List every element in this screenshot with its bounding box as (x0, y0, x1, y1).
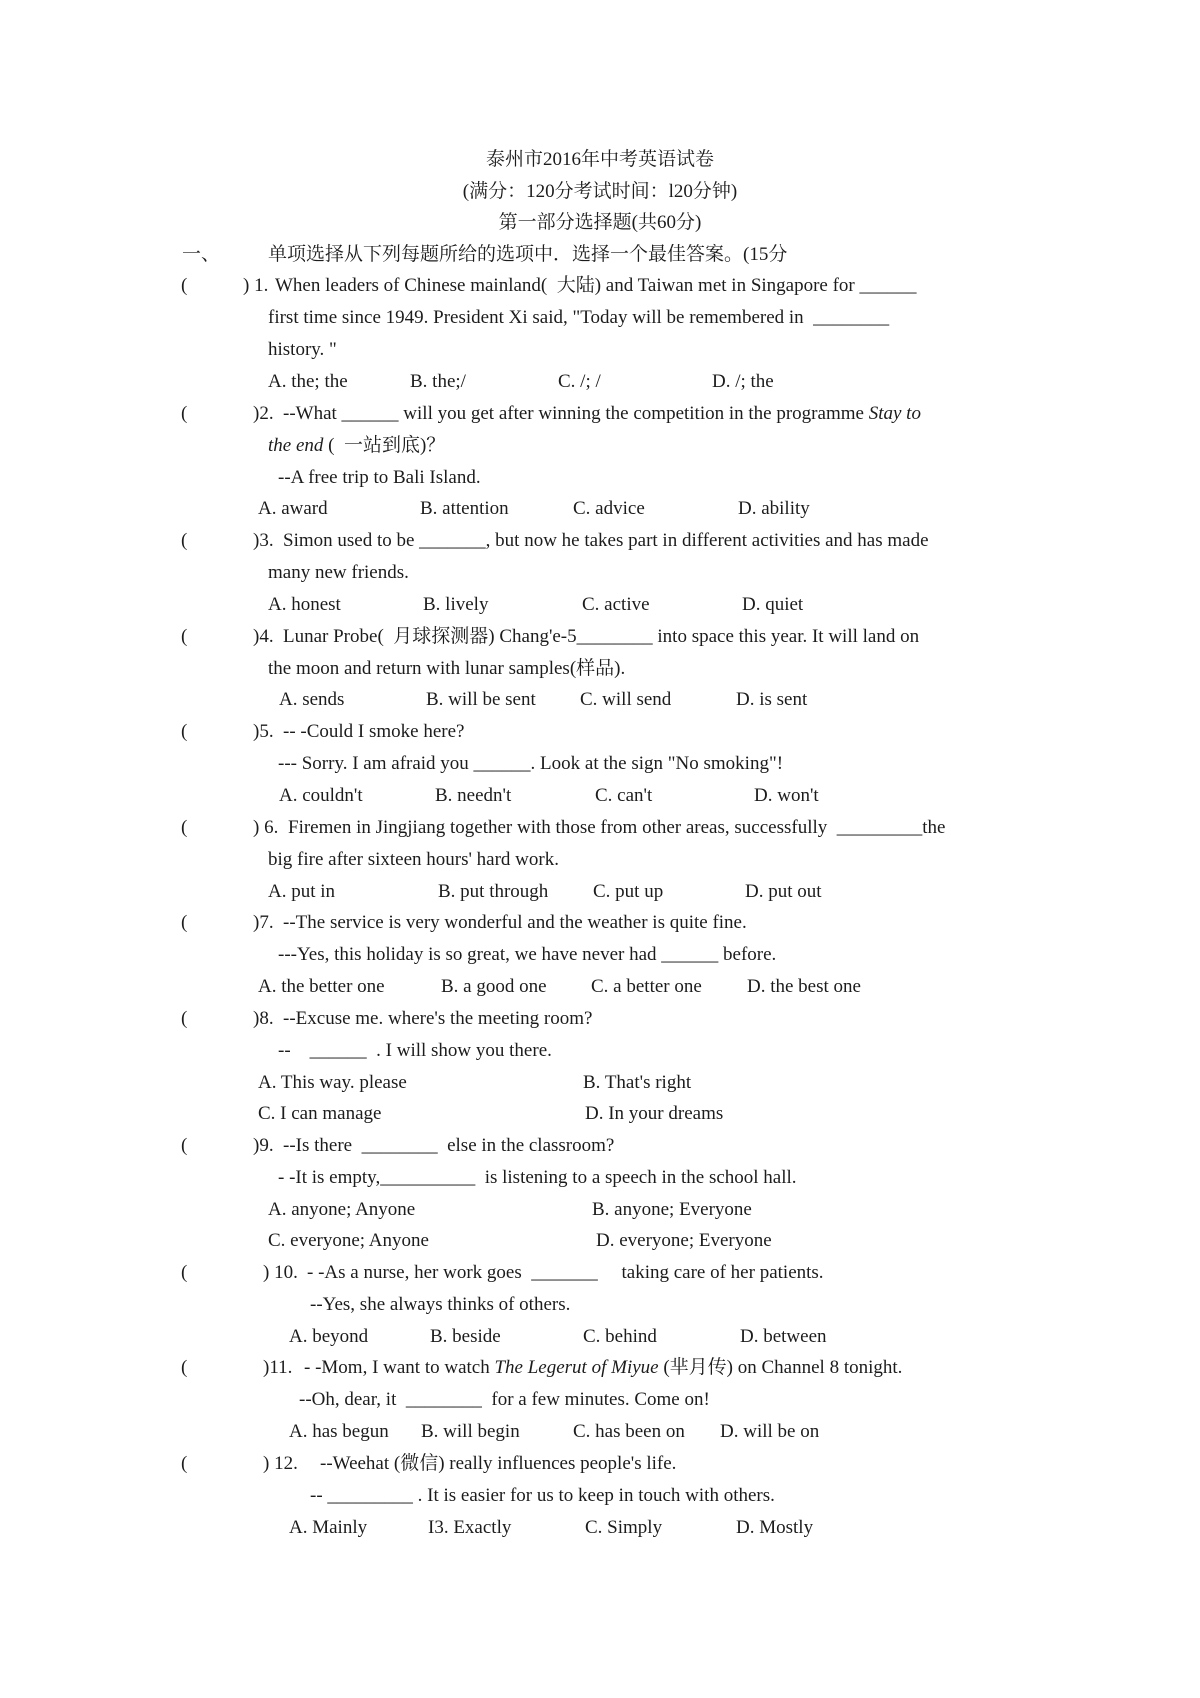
q8-option-b: B. That's right (583, 1072, 692, 1093)
q9-line1: --Is there ________ else in the classroom? (283, 1135, 615, 1156)
q5-line2: --- Sorry. I am afraid you ______. Look at the sign "No smoking"! (278, 753, 784, 774)
q9-option-b: B. anyone; Everyone (592, 1199, 752, 1220)
answer-paren: ( (181, 530, 188, 551)
q8-number: )8. (253, 1008, 274, 1029)
q4-line2: the moon and return with lunar samples(样品). (268, 658, 626, 679)
q9-option-a: A. anyone; Anyone (268, 1199, 416, 1220)
q2-line1 (283, 402, 921, 426)
q1-option-d: D. /; the (712, 371, 774, 392)
q12-option-d: D. Mostly (736, 1517, 814, 1538)
q2-title-italic-cont: the end (268, 435, 324, 456)
q6-option-a: A. put in (268, 881, 336, 902)
q3-number: )3. (253, 530, 274, 551)
q3-option-d: D. quiet (742, 594, 804, 615)
q2-line2 (268, 434, 445, 458)
q7-option-c: C. a better one (591, 976, 702, 997)
q11-option-d: D. will be on (720, 1421, 820, 1442)
q5-line1: -- -Could I smoke here? (283, 721, 465, 742)
q5-option-d: D. won't (754, 785, 819, 806)
answer-paren: ( (181, 403, 188, 424)
q10-option-b: B. beside (430, 1326, 501, 1347)
q10-option-c: C. behind (583, 1326, 657, 1347)
q9-option-d: D. everyone; Everyone (596, 1230, 772, 1251)
answer-paren: ( (181, 626, 188, 647)
section-number: 一、 (182, 244, 221, 265)
q8-line2: -- ______ . I will show you there. (278, 1040, 552, 1061)
q4-option-b: B. will be sent (426, 689, 536, 710)
q8-option-a: A. This way. please (258, 1072, 407, 1093)
answer-paren: ( (181, 1262, 188, 1283)
answer-paren: ( (181, 1357, 188, 1378)
answer-paren: ( (181, 1453, 188, 1474)
q5-option-c: C. can't (595, 785, 653, 806)
q1-option-a: A. the; the (268, 371, 348, 392)
q11-number: )11. (263, 1357, 293, 1378)
exam-title: 泰州市2016年中考英语试卷 (485, 149, 714, 170)
q2-option-d: D. ability (738, 498, 810, 519)
q10-option-d: D. between (740, 1326, 827, 1347)
q6-option-d: D. put out (745, 881, 822, 902)
q4-option-d: D. is sent (736, 689, 808, 710)
q4-line1: Lunar Probe( 月球探测器) Chang'e-5________ into space this year. It will land on (283, 626, 920, 647)
q3-line2: many new friends. (268, 562, 409, 583)
q12-line2: -- _________ . It is easier for us to keep in touch with others. (310, 1485, 775, 1506)
q2-line3: --A free trip to Bali Island. (278, 467, 481, 488)
q1-option-b: B. the;/ (410, 371, 466, 392)
q2-number: )2. (253, 403, 274, 424)
q9-line2: - -It is empty,__________ is listening to a speech in the school hall. (278, 1167, 797, 1188)
q4-number: )4. (253, 626, 274, 647)
q8-option-c: C. I can manage (258, 1103, 382, 1124)
answer-paren: ( (181, 817, 188, 838)
q7-option-b: B. a good one (441, 976, 547, 997)
q8-line1: --Excuse me. where's the meeting room? (283, 1008, 593, 1029)
q1-line3: history. " (268, 339, 337, 360)
q2-line2-text: ( 一站到底)？ (323, 435, 446, 456)
q6-number: ) 6. (253, 817, 279, 838)
q6-line2: big fire after sixteen hours' hard work. (268, 849, 559, 870)
q5-option-b: B. needn't (435, 785, 512, 806)
answer-paren: ( (181, 1008, 188, 1029)
q10-number: ) 10. (263, 1262, 298, 1283)
q2-line1-text: --What ______ will you get after winning the competition in the programme (283, 403, 869, 424)
q11-option-c: C. has been on (573, 1421, 685, 1442)
q7-option-d: D. the best one (747, 976, 861, 997)
q10-line2: --Yes, she always thinks of others. (310, 1294, 571, 1315)
q11-line1-rest: (芈月传) on Channel 8 tonight. (658, 1357, 903, 1378)
q3-option-c: C. active (582, 594, 650, 615)
q3-line1: Simon used to be _______, but now he takes part in different activities and has made (283, 530, 929, 551)
q1-line2: first time since 1949. President Xi said, "Today will be remembered in ________ (268, 307, 890, 328)
q7-line1: --The service is very wonderful and the weather is quite fine. (283, 912, 747, 933)
exam-subtitle: (满分：120分考试时间：l20分钟) (462, 181, 738, 202)
section-instruction: 单项选择从下列每题所给的选项中．选择一个最佳答案。(15分 (268, 244, 788, 265)
q1-number: ) 1. (243, 275, 269, 296)
q4-option-a: A. sends (279, 689, 345, 710)
q11-line1-text: - -Mom, I want to watch (304, 1357, 495, 1378)
part-heading: 第一部分选择题(共60分) (498, 212, 702, 233)
q12-option-a: A. Mainly (289, 1517, 368, 1538)
q5-number: )5. (253, 721, 274, 742)
q7-option-a: A. the better one (258, 976, 385, 997)
q12-option-c: C. Simply (585, 1517, 663, 1538)
answer-paren: ( (181, 721, 188, 742)
q3-option-a: A. honest (268, 594, 341, 615)
q8-option-d: D. In your dreams (585, 1103, 724, 1124)
q10-option-a: A. beyond (289, 1326, 369, 1347)
q6-line1: Firemen in Jingjiang together with those from other areas, successfully _________the (288, 817, 946, 838)
q11-option-b: B. will begin (421, 1421, 520, 1442)
q7-line2: ---Yes, this holiday is so great, we have never had ______ before. (278, 944, 777, 965)
q11-option-a: A. has begun (289, 1421, 389, 1442)
q12-option-b: I3. Exactly (428, 1517, 512, 1538)
q9-number: )9. (253, 1135, 274, 1156)
q7-number: )7. (253, 912, 274, 933)
q6-option-b: B. put through (438, 881, 549, 902)
answer-paren: ( (181, 912, 188, 933)
q12-line1: --Weehat (微信) really influences people's life. (320, 1453, 677, 1474)
q4-option-c: C. will send (580, 689, 672, 710)
q2-title-italic: Stay to (868, 403, 921, 424)
answer-paren: ( (181, 1135, 188, 1156)
answer-paren: ( (181, 275, 188, 296)
q5-option-a: A. couldn't (279, 785, 363, 806)
q9-option-c: C. everyone; Anyone (268, 1230, 429, 1251)
q11-line2: --Oh, dear, it ________ for a few minutes. Come on! (299, 1389, 710, 1410)
q6-option-c: C. put up (593, 881, 664, 902)
q10-line1: - -As a nurse, her work goes _______ taking care of her patients. (307, 1262, 824, 1283)
q1-option-c: C. /; / (558, 371, 601, 392)
q2-option-b: B. attention (420, 498, 509, 519)
q11-line1 (304, 1356, 902, 1380)
q11-title-italic: The Legerut of Miyue (494, 1357, 659, 1378)
q2-option-c: C. advice (573, 498, 645, 519)
q12-number: ) 12. (263, 1453, 298, 1474)
q2-option-a: A. award (258, 498, 328, 519)
q1-line1: When leaders of Chinese mainland( 大陆) and Taiwan met in Singapore for ______ (275, 275, 917, 296)
q3-option-b: B. lively (423, 594, 489, 615)
